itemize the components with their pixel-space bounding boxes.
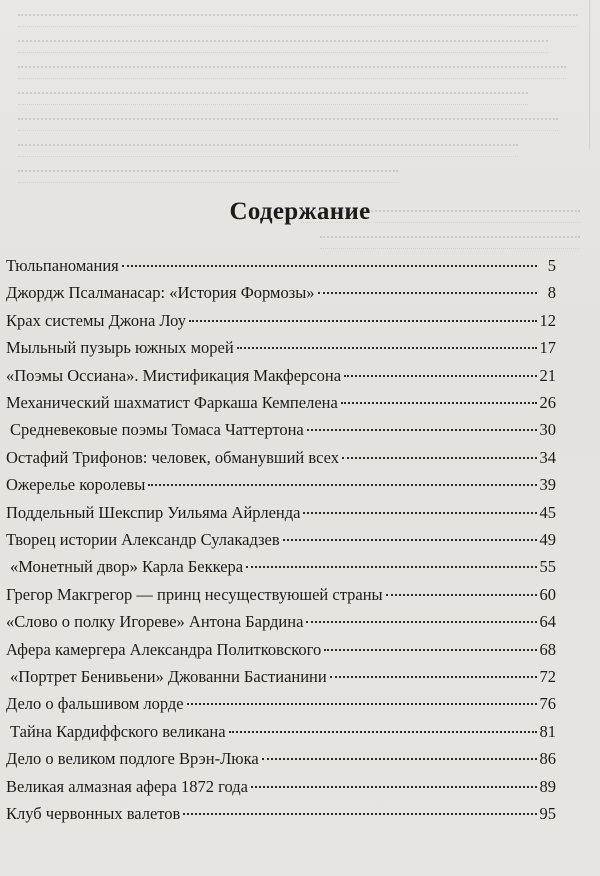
toc-entry-title: Дело о великом подлоге Врэн-Люка xyxy=(6,749,259,769)
toc-entry-title: «Портрет Бенивьени» Джованни Бастианини xyxy=(10,667,327,686)
toc-entry[interactable] xyxy=(6,256,556,280)
toc-entry-title: Мыльный пузырь южных морей xyxy=(6,338,234,358)
toc-entry[interactable] xyxy=(10,667,556,691)
toc-entry[interactable] xyxy=(6,694,556,718)
toc-entry-page: 68 xyxy=(539,639,556,659)
toc-entry-page: 76 xyxy=(539,694,556,714)
toc-entry[interactable] xyxy=(6,585,556,609)
dot-leader xyxy=(148,484,536,486)
dot-leader xyxy=(251,786,537,788)
bleed-line xyxy=(18,144,518,157)
dot-leader xyxy=(386,594,537,596)
toc-entry[interactable] xyxy=(6,338,556,362)
page-fold-shadow xyxy=(589,0,592,150)
toc-entry-page: 64 xyxy=(539,612,556,632)
toc-entry-page: 8 xyxy=(547,283,556,303)
toc-entry-page: 55 xyxy=(539,557,556,577)
toc-entry[interactable] xyxy=(6,804,556,828)
toc-entry-page: 39 xyxy=(539,475,556,495)
toc-entry-title: Ожерелье королевы xyxy=(6,475,146,495)
toc-entry-title: «Слово о полку Игореве» Антона Бардина xyxy=(6,612,304,632)
toc-entry[interactable] xyxy=(6,448,556,472)
dot-leader xyxy=(344,375,536,377)
toc-entry-page: 49 xyxy=(539,530,556,549)
bleed-line xyxy=(18,118,558,131)
toc-entry-title: Тайна Кардиффского великана xyxy=(10,721,226,741)
toc-entry-title: Творец истории Александр Сулакадзев xyxy=(6,530,280,549)
toc-entry-title: Средневековые поэмы Томаса Чаттертона xyxy=(10,420,304,440)
dot-leader xyxy=(189,320,536,322)
toc-entry-title: Дело о фальшивом лорде xyxy=(6,694,184,714)
show-through-text xyxy=(0,0,600,270)
toc-entry[interactable] xyxy=(6,640,556,664)
dot-leader xyxy=(341,402,537,404)
toc-entry[interactable] xyxy=(6,530,556,554)
toc-entry-title: Джордж Псалманасар: «История Формозы» xyxy=(6,283,315,303)
dot-leader xyxy=(246,566,536,568)
dot-leader xyxy=(187,703,537,705)
dot-leader xyxy=(342,457,537,459)
dot-leader xyxy=(324,649,536,651)
toc-entry[interactable] xyxy=(6,283,556,307)
toc-entry-title: Остафий Трифонов: человек, обманувший всех xyxy=(6,447,339,467)
toc-entry-title: Поддельный Шекспир Уильяма Айрленда xyxy=(6,502,301,522)
toc-entry[interactable] xyxy=(10,420,556,444)
toc-entry-title: Тюльпаномания xyxy=(6,256,119,275)
toc-entry-page: 95 xyxy=(539,804,556,823)
toc-entry-title: «Монетный двор» Карла Беккера xyxy=(10,557,244,577)
toc-entry-page: 89 xyxy=(539,776,556,796)
toc-entry-page: 5 xyxy=(547,256,556,275)
dot-leader xyxy=(183,813,536,815)
bleed-line xyxy=(320,236,580,249)
toc-entry[interactable] xyxy=(6,612,556,636)
bleed-line xyxy=(18,66,566,79)
toc-entry-page: 30 xyxy=(539,420,556,440)
toc-entry-page: 81 xyxy=(539,721,556,741)
bleed-line xyxy=(18,40,548,53)
dot-leader xyxy=(306,621,536,623)
toc-entry[interactable] xyxy=(6,311,556,335)
toc-entry[interactable] xyxy=(6,777,556,801)
bleed-line xyxy=(18,14,578,27)
toc-entry[interactable] xyxy=(6,475,556,499)
toc-entry-title: Механический шахматист Фаркаша Кемпелена xyxy=(6,393,338,412)
toc-entry-page: 12 xyxy=(539,310,556,330)
toc-entry[interactable] xyxy=(10,557,556,581)
toc-entry-page: 72 xyxy=(539,667,556,686)
contents-heading: Содержание xyxy=(229,198,371,225)
toc-entry-page: 60 xyxy=(539,584,556,604)
toc-entry-page: 26 xyxy=(539,393,556,412)
toc-entry-title: Афера камергера Александра Политковского xyxy=(6,639,322,659)
toc-entry-page: 86 xyxy=(539,749,556,769)
toc-entry[interactable] xyxy=(6,393,556,417)
toc-entry-page: 17 xyxy=(539,338,556,358)
dot-leader xyxy=(283,539,537,541)
toc-entry[interactable] xyxy=(10,722,556,746)
dot-leader xyxy=(122,265,537,267)
bleed-line xyxy=(18,92,528,105)
toc-entry-page: 21 xyxy=(539,365,556,385)
dot-leader xyxy=(330,676,537,678)
dot-leader xyxy=(229,731,537,733)
toc-entry[interactable] xyxy=(6,749,556,773)
dot-leader xyxy=(307,429,537,431)
toc-entry-page: 45 xyxy=(539,502,556,522)
toc-entry[interactable] xyxy=(6,366,556,390)
toc-entry-title: Грегор Макгрегор — принц несуществуюшей страны xyxy=(6,584,383,604)
dot-leader xyxy=(262,758,537,760)
toc-entry-page: 34 xyxy=(539,447,556,467)
dot-leader xyxy=(303,512,536,514)
dot-leader xyxy=(318,292,537,294)
dot-leader xyxy=(237,347,537,349)
toc-entry-title: Клуб червонных валетов xyxy=(6,804,181,823)
toc-entry[interactable] xyxy=(6,503,556,527)
toc-entry-title: «Поэмы Оссиана». Мистификация Макферсона xyxy=(6,365,342,385)
toc-entry-title: Великая алмазная афера 1872 года xyxy=(6,776,248,796)
toc-entry-title: Крах системы Джона Лоу xyxy=(6,310,187,330)
bleed-line xyxy=(18,170,398,183)
